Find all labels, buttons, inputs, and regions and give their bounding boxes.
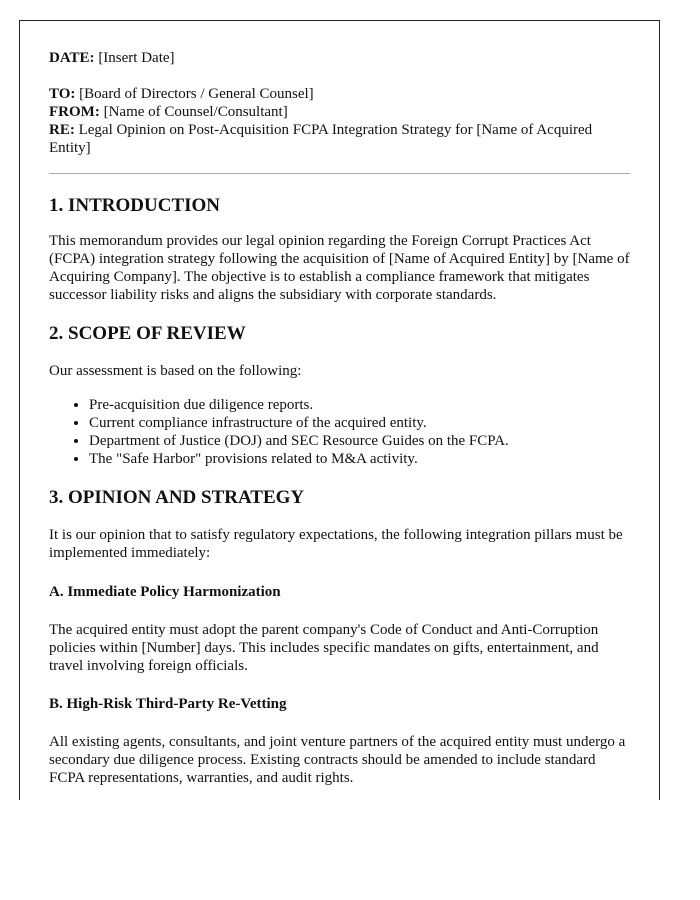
re-line [49, 121, 630, 157]
date-value: [Insert Date] [94, 50, 175, 66]
scope-bullet-item: • Current compliance infrastructure of the acquired entity. [89, 414, 630, 432]
scope-paragraph: Our assessment is based on the following: [49, 363, 302, 379]
from-line [49, 103, 630, 121]
memo-content [20, 21, 659, 787]
scope-bullet-item: • Pre-acquisition due diligence reports. [89, 396, 630, 414]
third-party-revetting-paragraph: All existing agents, consultants, and joint venture partners of the acquired entity must undergo a secondary due diligence process. Existing contracts should be amended to include standard FCPA representations, warranties, and audit rights. [49, 734, 626, 786]
to-line [49, 85, 630, 103]
scope-bullet-list [49, 396, 630, 468]
section-heading-scope: 2. SCOPE OF REVIEW [49, 323, 246, 344]
date-label: DATE: [49, 50, 95, 66]
to-value: [Board of Directors / General Counsel] [75, 86, 314, 102]
scope-bullet-item: • Department of Justice (DOJ) and SEC Resource Guides on the FCPA. [89, 432, 630, 450]
memo-header [49, 49, 630, 157]
re-label: RE: [49, 122, 75, 138]
date-line [49, 49, 630, 67]
policy-harmonization-paragraph: The acquired entity must adopt the parent company's Code of Conduct and Anti-Corruption policies within [Number] days. This includes specific mandates on gifts, entertainment, and travel involving foreign officials. [49, 622, 599, 674]
memo-page [19, 20, 660, 800]
subsection-heading-third-party-revetting: B. High-Risk Third-Party Re-Vetting [49, 696, 287, 712]
section-heading-opinion: 3. OPINION AND STRATEGY [49, 487, 305, 508]
opinion-paragraph: It is our opinion that to satisfy regulatory expectations, the following integration pillars must be implemented immediately: [49, 527, 623, 561]
section-heading-introduction: 1. INTRODUCTION [49, 195, 221, 216]
scope-bullet-item: • The "Safe Harbor" provisions related to M&A activity. [89, 450, 630, 468]
header-divider [49, 173, 630, 174]
from-value: [Name of Counsel/Consultant] [99, 104, 288, 120]
from-label: FROM: [49, 104, 100, 120]
introduction-paragraph: This memorandum provides our legal opinion regarding the Foreign Corrupt Practices Act (FCPA) integration strategy following the acquisition of [Name of Acquired Entity] by [Name of Acquiring Company]. The objective is to establish a compliance framework that mitigates successor liability risks and aligns the subsidiary with corporate standards. [49, 233, 630, 303]
to-label: TO: [49, 86, 76, 102]
subsection-heading-policy-harmonization: A. Immediate Policy Harmonization [49, 584, 281, 600]
re-value: Legal Opinion on Post-Acquisition FCPA Integration Strategy for [Name of Acquired Entity] [49, 122, 593, 156]
